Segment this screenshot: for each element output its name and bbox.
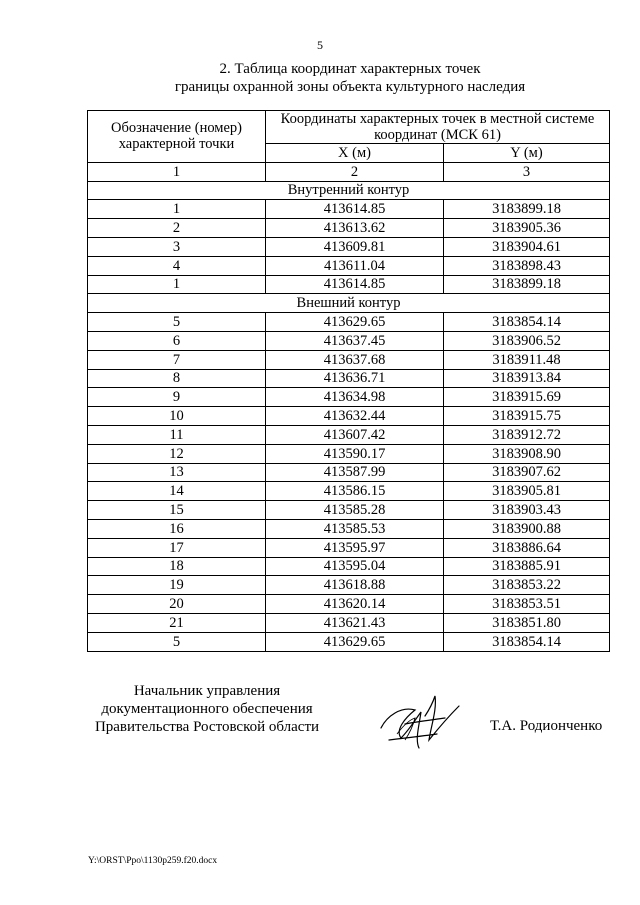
x-coordinate: 413607.42 bbox=[266, 425, 444, 444]
x-coordinate: 413614.85 bbox=[266, 275, 444, 294]
point-number: 5 bbox=[88, 632, 266, 651]
x-coordinate: 413621.43 bbox=[266, 613, 444, 632]
y-coordinate: 3183854.14 bbox=[444, 313, 610, 332]
contour-label: Внутренний контур bbox=[88, 181, 610, 200]
y-coordinate: 3183915.75 bbox=[444, 407, 610, 426]
table-row bbox=[88, 519, 610, 538]
y-coordinate: 3183899.18 bbox=[444, 200, 610, 219]
x-coordinate: 413629.65 bbox=[266, 313, 444, 332]
x-coordinate: 413590.17 bbox=[266, 444, 444, 463]
x-coordinate: 413637.45 bbox=[266, 331, 444, 350]
x-coordinate: 413587.99 bbox=[266, 463, 444, 482]
contour-label-row bbox=[88, 181, 610, 200]
page-number: 5 bbox=[317, 38, 323, 52]
numbering-cell: 2 bbox=[266, 162, 444, 181]
point-number: 11 bbox=[88, 425, 266, 444]
point-number: 16 bbox=[88, 519, 266, 538]
table-row bbox=[88, 219, 610, 238]
numbering-cell: 3 bbox=[444, 162, 610, 181]
x-coordinate: 413636.71 bbox=[266, 369, 444, 388]
table-row bbox=[88, 313, 610, 332]
x-coordinate: 413614.85 bbox=[266, 200, 444, 219]
table-row bbox=[88, 369, 610, 388]
table-row bbox=[88, 482, 610, 501]
x-coordinate: 413585.53 bbox=[266, 519, 444, 538]
x-coordinate: 413618.88 bbox=[266, 576, 444, 595]
header-coordinates: Координаты характерных точек в местной системе координат (МСК 61) bbox=[266, 111, 610, 144]
header-y: Y (м) bbox=[444, 144, 610, 163]
table-row bbox=[88, 407, 610, 426]
table-body bbox=[88, 181, 610, 651]
point-number: 5 bbox=[88, 313, 266, 332]
point-number: 9 bbox=[88, 388, 266, 407]
file-path: Y:\ORST\Ppo\1130p259.f20.docx bbox=[88, 856, 218, 866]
signatory-line-1: Начальник управления bbox=[133, 683, 281, 699]
x-coordinate: 413586.15 bbox=[266, 482, 444, 501]
title-line-2: границы охранной зоны объекта культурного наследия bbox=[174, 79, 526, 95]
signatory-name: Т.А. Родионченко bbox=[490, 718, 603, 734]
point-number: 14 bbox=[88, 482, 266, 501]
signatory-title bbox=[87, 682, 327, 736]
table-row bbox=[88, 595, 610, 614]
table-row bbox=[88, 388, 610, 407]
coordinates-table bbox=[87, 110, 610, 652]
y-coordinate: 3183904.61 bbox=[444, 237, 610, 256]
header-x: X (м) bbox=[266, 144, 444, 163]
header-point-designation: Обозначение (номер) характерной точки bbox=[88, 111, 266, 163]
table-row bbox=[88, 350, 610, 369]
numbering-cell: 1 bbox=[88, 162, 266, 181]
point-number: 6 bbox=[88, 331, 266, 350]
point-number: 7 bbox=[88, 350, 266, 369]
table-title bbox=[0, 60, 640, 96]
signatory-line-3: Правительства Ростовской области bbox=[94, 719, 320, 735]
point-number: 20 bbox=[88, 595, 266, 614]
point-number: 17 bbox=[88, 538, 266, 557]
table-row bbox=[88, 632, 610, 651]
table-row bbox=[88, 557, 610, 576]
x-coordinate: 413595.04 bbox=[266, 557, 444, 576]
point-number: 12 bbox=[88, 444, 266, 463]
x-coordinate: 413637.68 bbox=[266, 350, 444, 369]
table-row bbox=[88, 331, 610, 350]
y-coordinate: 3183898.43 bbox=[444, 256, 610, 275]
table-row bbox=[88, 501, 610, 520]
table-row bbox=[88, 463, 610, 482]
handwritten-signature bbox=[375, 690, 470, 760]
y-coordinate: 3183913.84 bbox=[444, 369, 610, 388]
y-coordinate: 3183851.80 bbox=[444, 613, 610, 632]
table-row bbox=[88, 237, 610, 256]
x-coordinate: 413609.81 bbox=[266, 237, 444, 256]
y-coordinate: 3183905.36 bbox=[444, 219, 610, 238]
y-coordinate: 3183912.72 bbox=[444, 425, 610, 444]
y-coordinate: 3183903.43 bbox=[444, 501, 610, 520]
y-coordinate: 3183911.48 bbox=[444, 350, 610, 369]
point-number: 1 bbox=[88, 275, 266, 294]
y-coordinate: 3183853.51 bbox=[444, 595, 610, 614]
point-number: 4 bbox=[88, 256, 266, 275]
title-line-1: 2. Таблица координат характерных точек bbox=[219, 61, 481, 77]
y-coordinate: 3183907.62 bbox=[444, 463, 610, 482]
contour-label: Внешний контур bbox=[88, 294, 610, 313]
x-coordinate: 413634.98 bbox=[266, 388, 444, 407]
x-coordinate: 413611.04 bbox=[266, 256, 444, 275]
x-coordinate: 413620.14 bbox=[266, 595, 444, 614]
contour-label-row bbox=[88, 294, 610, 313]
y-coordinate: 3183900.88 bbox=[444, 519, 610, 538]
x-coordinate: 413632.44 bbox=[266, 407, 444, 426]
point-number: 8 bbox=[88, 369, 266, 388]
y-coordinate: 3183853.22 bbox=[444, 576, 610, 595]
y-coordinate: 3183885.91 bbox=[444, 557, 610, 576]
point-number: 2 bbox=[88, 219, 266, 238]
y-coordinate: 3183905.81 bbox=[444, 482, 610, 501]
x-coordinate: 413595.97 bbox=[266, 538, 444, 557]
x-coordinate: 413585.28 bbox=[266, 501, 444, 520]
table-row bbox=[88, 200, 610, 219]
table-row bbox=[88, 576, 610, 595]
x-coordinate: 413613.62 bbox=[266, 219, 444, 238]
table-row bbox=[88, 425, 610, 444]
point-number: 10 bbox=[88, 407, 266, 426]
point-number: 15 bbox=[88, 501, 266, 520]
y-coordinate: 3183899.18 bbox=[444, 275, 610, 294]
table-row bbox=[88, 256, 610, 275]
point-number: 1 bbox=[88, 200, 266, 219]
table-row bbox=[88, 275, 610, 294]
point-number: 18 bbox=[88, 557, 266, 576]
point-number: 21 bbox=[88, 613, 266, 632]
point-number: 3 bbox=[88, 237, 266, 256]
y-coordinate: 3183886.64 bbox=[444, 538, 610, 557]
y-coordinate: 3183908.90 bbox=[444, 444, 610, 463]
table-row bbox=[88, 538, 610, 557]
x-coordinate: 413629.65 bbox=[266, 632, 444, 651]
point-number: 19 bbox=[88, 576, 266, 595]
numbering-row bbox=[88, 162, 610, 181]
table-row bbox=[88, 613, 610, 632]
table-row bbox=[88, 444, 610, 463]
y-coordinate: 3183906.52 bbox=[444, 331, 610, 350]
point-number: 13 bbox=[88, 463, 266, 482]
signatory-line-2: документационного обеспечения bbox=[101, 701, 313, 717]
y-coordinate: 3183854.14 bbox=[444, 632, 610, 651]
y-coordinate: 3183915.69 bbox=[444, 388, 610, 407]
